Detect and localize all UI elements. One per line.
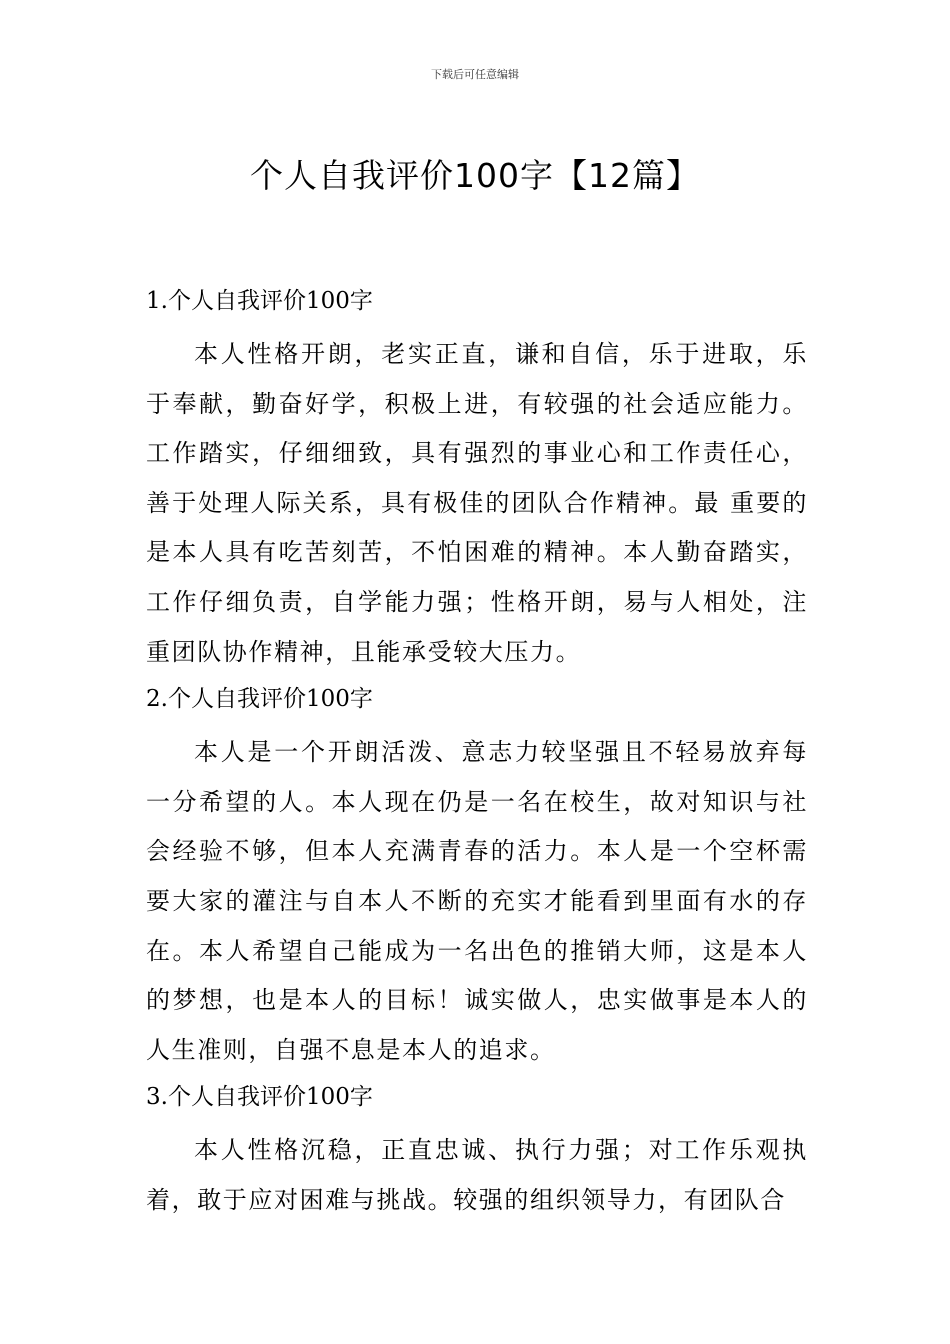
- document-title: 个人自我评价100字【12篇】: [250, 156, 700, 196]
- section-heading-3: 3.个人自我评价100字: [146, 1084, 373, 1111]
- section-paragraph-3: 本人性格沉稳，正直忠诚、执行力强；对工作乐观执着，敢于应对困难与挑战。较强的组织领导力，有团队合: [146, 1136, 808, 1214]
- section-heading-1: 1.个人自我评价100字: [146, 288, 373, 314]
- section-heading-2: 2.个人自我评价100字: [146, 686, 373, 713]
- section-paragraph-2: 本人是一个开朗活泼、意志力较坚强且不轻易放弃每一分希望的人。本人现在仍是一名在校生，故对知识与社会经验不够，但本人充满青春的活力。本人是一个空杯需要大家的灌注与自本人不断的充实才能看到里面有水的存在。本人希望自己能成为一名出色的推销大师，这是本人的梦想，也是本人的目标！诚实做人，忠实做事是本人的人生准则，自强不息是本人的追求。: [146, 738, 808, 1064]
- section-paragraph-1: 本人性格开朗，老实正直，谦和自信，乐于进取，乐于奉献，勤奋好学，积极上进，有较强的社会适应能力。工作踏实，仔细细致，具有强烈的事业心和工作责任心，善于处理人际关系，具有极佳的团队合作精神。最 重要的是本人具有吃苦刻苦，不怕困难的精神。本人勤奋踏实，工作仔细负责，自学能力强；性格开朗，易与人相处，注重团队协作精神，且能承受较大压力。: [146, 340, 808, 666]
- document-body: [146, 283, 808, 1230]
- header-note: 下载后可任意编辑: [431, 68, 519, 81]
